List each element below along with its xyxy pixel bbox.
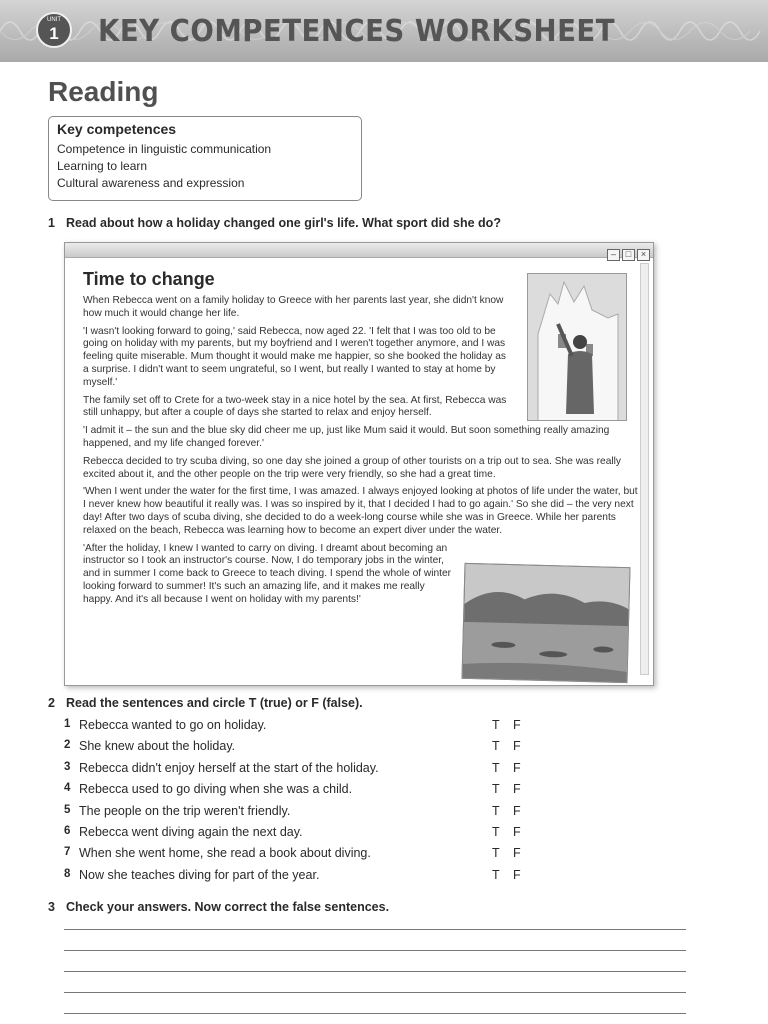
false-option[interactable]: F	[513, 867, 521, 882]
article-body	[83, 295, 643, 612]
true-false-item	[64, 761, 524, 782]
true-false-item	[64, 718, 524, 739]
exercise-number: 1	[48, 216, 55, 230]
item-sentence: Rebecca didn't enjoy herself at the start of the holiday.	[79, 760, 379, 775]
answer-line[interactable]	[64, 971, 686, 972]
false-option[interactable]: F	[513, 824, 521, 839]
exercise-text: Read about how a holiday changed one girl's life. What sport did she do?	[66, 216, 501, 230]
item-sentence: She knew about the holiday.	[79, 739, 236, 754]
item-sentence: Rebecca wanted to go on holiday.	[79, 718, 267, 732]
article-paragraph: 'After the holiday, I knew I wanted to carry on diving. I dreamt about becoming an instructor so I took an instructor's course. Now, I do temporary jobs in the winter, and in summer I come back to Greece to teach diving. I spend the whole of winter looking forward to summer! It's such an amazing life, and it makes me really happy. And it's all because I went on holiday with my parents!'	[83, 542, 452, 605]
item-number: 3	[64, 760, 71, 773]
item-sentence: The people on the trip weren't friendly.	[79, 803, 291, 818]
answer-line[interactable]	[64, 992, 686, 993]
true-false-item	[64, 739, 524, 760]
unit-number: 1	[49, 24, 59, 43]
item-number: 7	[64, 846, 71, 859]
true-option[interactable]: T	[492, 867, 500, 882]
true-false-item	[64, 846, 524, 867]
answer-line[interactable]	[64, 1013, 686, 1014]
competence-item: Competence in linguistic communication	[57, 142, 272, 156]
item-number: 1	[64, 718, 71, 730]
exercise-text: Read the sentences and circle T (true) or F (false).	[66, 696, 363, 710]
exercise-2-instruction	[48, 696, 363, 710]
true-option[interactable]: T	[492, 718, 500, 732]
true-option[interactable]: T	[492, 782, 500, 797]
true-option[interactable]: T	[492, 803, 500, 818]
maximize-icon[interactable]: □	[622, 249, 635, 261]
true-false-item	[64, 868, 524, 889]
article-window	[64, 242, 654, 686]
item-number: 4	[64, 782, 71, 795]
item-sentence: Now she teaches diving for part of the year.	[79, 867, 320, 882]
true-false-item	[64, 782, 524, 803]
false-option[interactable]: F	[513, 760, 521, 775]
answer-line[interactable]	[64, 950, 686, 951]
false-option[interactable]: F	[513, 803, 521, 818]
key-competences-heading: Key competences	[57, 121, 177, 137]
close-icon[interactable]: ×	[637, 249, 650, 261]
true-option[interactable]: T	[492, 846, 500, 861]
article-paragraph: 'When I went under the water for the first time, I was amazed. I always enjoyed looking at photos of life under the water, but I never knew how beautiful it really was. I was so inspired by it, that I decided I had to go again.' So she did – the very next day! After two days of scuba diving, she decided to do a week-long course while she was in Greece. While her parents relaxed on the beach, Rebecca was learning how to become an expert diver under the water.	[83, 486, 638, 536]
unit-badge	[36, 12, 72, 48]
article-titlebar	[65, 243, 653, 258]
article-paragraph: 'I admit it – the sun and the blue sky did cheer me up, just like Mum said it would. But soon something really amazing happened, and my life changed forever.'	[83, 425, 610, 449]
item-number: 8	[64, 867, 71, 880]
item-sentence: When she went home, she read a book about diving.	[79, 846, 371, 861]
item-number: 2	[64, 739, 71, 752]
header-banner	[0, 0, 768, 62]
exercise-text: Check your answers. Now correct the false sentences.	[66, 900, 390, 914]
item-sentence: Rebecca used to go diving when she was a child.	[79, 782, 353, 797]
unit-label: UNIT	[47, 17, 61, 23]
exercise-1-instruction	[48, 216, 501, 230]
answer-line[interactable]	[64, 929, 686, 930]
article-paragraph: When Rebecca went on a family holiday to Greece with her parents last year, she didn't know how much it would change her life.	[83, 295, 504, 319]
worksheet-title: KEY COMPETENCES WORKSHEET	[98, 14, 616, 49]
true-option[interactable]: T	[492, 824, 500, 839]
article-paragraph: Rebecca decided to try scuba diving, so one day she joined a group of other tourists on a trip out to sea. She was really excited about it, and the other people on the trip were very friendly, so she had a great time.	[83, 455, 621, 480]
competence-item: Cultural awareness and expression	[57, 176, 245, 190]
false-option[interactable]: F	[513, 739, 521, 754]
false-option[interactable]: F	[513, 782, 521, 797]
item-number: 5	[64, 803, 71, 816]
competence-item: Learning to learn	[57, 159, 148, 173]
true-option[interactable]: T	[492, 739, 500, 754]
article-paragraph: 'I wasn't looking forward to going,' said Rebecca, now aged 22. 'I felt that I was too old to be going on holiday with my parents, but my boyfriend and I weren't together anymore, and I was feeling quite miserable. Mum thought it would make me happier, so she booked the holiday as a surprise. I didn't want to seem ungrateful, so I went, but really I wanted to stay at home by myself.'	[83, 325, 507, 388]
minimize-icon[interactable]: –	[607, 249, 620, 261]
exercise-number: 2	[48, 696, 55, 710]
article-title: Time to change	[83, 269, 215, 289]
false-option[interactable]: F	[513, 718, 521, 732]
key-competences-box	[48, 116, 362, 201]
exercise-3-instruction	[48, 900, 389, 914]
true-option[interactable]: T	[492, 760, 500, 775]
true-false-item	[64, 804, 524, 825]
item-number: 6	[64, 824, 71, 837]
true-false-list	[64, 718, 524, 889]
false-option[interactable]: F	[513, 846, 521, 861]
section-title: Reading	[48, 76, 159, 107]
article-paragraph: The family set off to Crete for a two-week stay in a nice hotel by the sea. At first, Rebecca was still unhappy, but after a couple of days she started to relax and enjoy herself.	[83, 394, 507, 419]
exercise-number: 3	[48, 900, 55, 914]
item-sentence: Rebecca went diving again the next day.	[79, 824, 303, 839]
true-false-item	[64, 825, 524, 846]
